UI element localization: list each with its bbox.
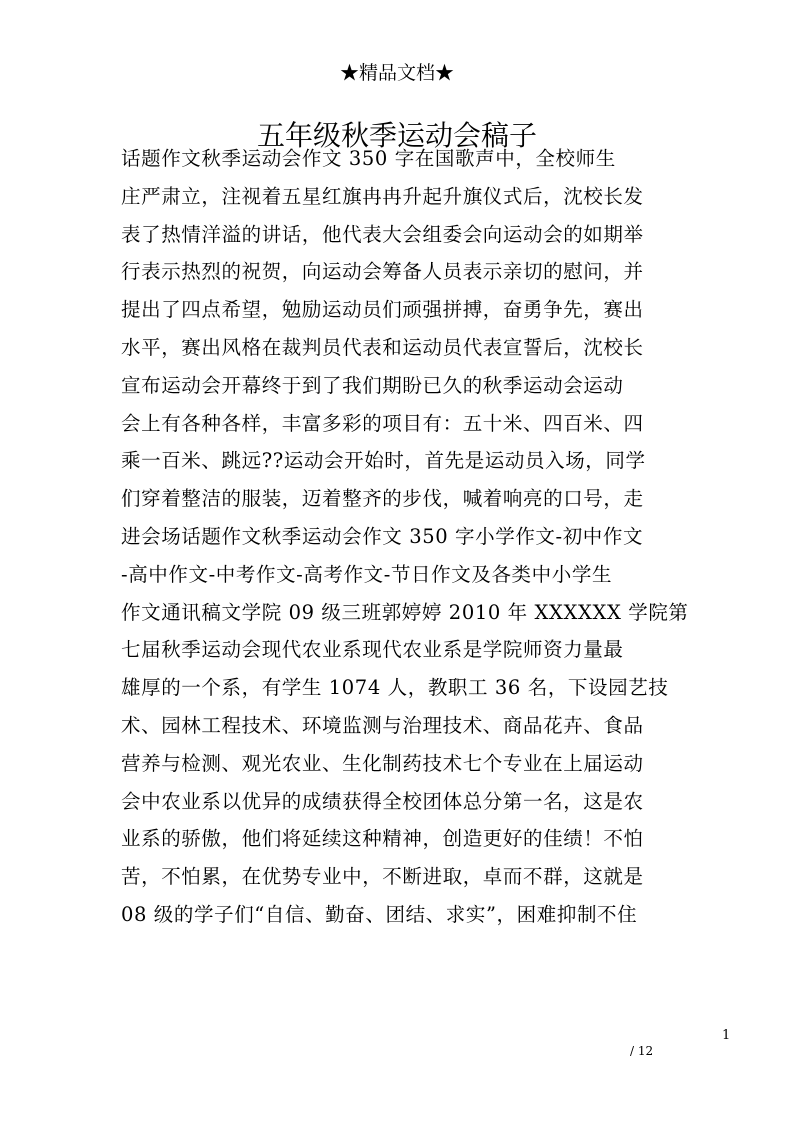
body-line: 话题作文秋季运动会作文 350 字在国歌声中，全校师生 xyxy=(121,147,616,170)
body-line: -高中作文-中考作文-高考作文-节日作文及各类中小学生 xyxy=(121,562,613,586)
document-header-banner: ★精品文档★ xyxy=(339,62,454,84)
body-line: 宣布运动会开幕终于到了我们期盼已久的秋季运动会运动 xyxy=(121,373,624,397)
body-line: 会中农业系以优异的成绩获得全校团体总分第一名，这是农 xyxy=(121,789,644,813)
body-line: 行表示热烈的祝贺，向运动会筹备人员表示亲切的慰问，并 xyxy=(121,260,644,284)
body-line: 营养与检测、观光农业、生化制药技术七个专业在上届运动 xyxy=(121,751,644,775)
body-line: 庄严肃立，注视着五星红旗冉冉升起升旗仪式后，沈校长发 xyxy=(121,184,644,208)
document-body xyxy=(121,140,689,934)
page-total: / 12 xyxy=(630,1044,654,1058)
body-line: 们穿着整洁的服装，迈着整齐的步伐，喊着响亮的口号，走 xyxy=(121,487,644,511)
body-line: 会上有各种各样，丰富多彩的项目有：五十米、四百米、四 xyxy=(121,411,644,435)
body-line: 08 级的学子们“自信、勤奋、团结、求实”，困难抑制不住 xyxy=(121,902,638,926)
body-line: 作文通讯稿文学院 09 级三班郭婷婷 2010 年 XXXXXX 学院第 xyxy=(121,600,689,624)
page-number: 1 xyxy=(722,1028,731,1043)
body-line: 表了热情洋溢的讲话，他代表大会组委会向运动会的如期举 xyxy=(121,222,644,246)
body-line: 雄厚的一个系，有学生 1074 人，教职工 36 名，下设园艺技 xyxy=(121,676,669,700)
body-line: 水平，赛出风格在裁判员代表和运动员代表宣誓后，沈校长 xyxy=(121,335,644,359)
body-line: 乘一百米、跳远??运动会开始时，首先是运动员入场，同学 xyxy=(121,449,646,473)
document-title: 五年级秋季运动会稿子 xyxy=(256,118,537,152)
body-line: 提出了四点希望，勉励运动员们顽强拼搏，奋勇争先，赛出 xyxy=(121,298,644,322)
body-line: 术、园林工程技术、环境监测与治理技术、商品花卉、食品 xyxy=(121,713,644,737)
body-line: 进会场话题作文秋季运动会作文 350 字小学作文-初中作文 xyxy=(121,524,644,548)
body-line: 业系的骄傲，他们将延续这种精神，创造更好的佳绩！不怕 xyxy=(121,827,644,851)
body-line: 七届秋季运动会现代农业系现代农业系是学院师资力量最 xyxy=(121,638,624,662)
body-line: 苦，不怕累，在优势专业中，不断进取，卓而不群，这就是 xyxy=(121,865,644,889)
